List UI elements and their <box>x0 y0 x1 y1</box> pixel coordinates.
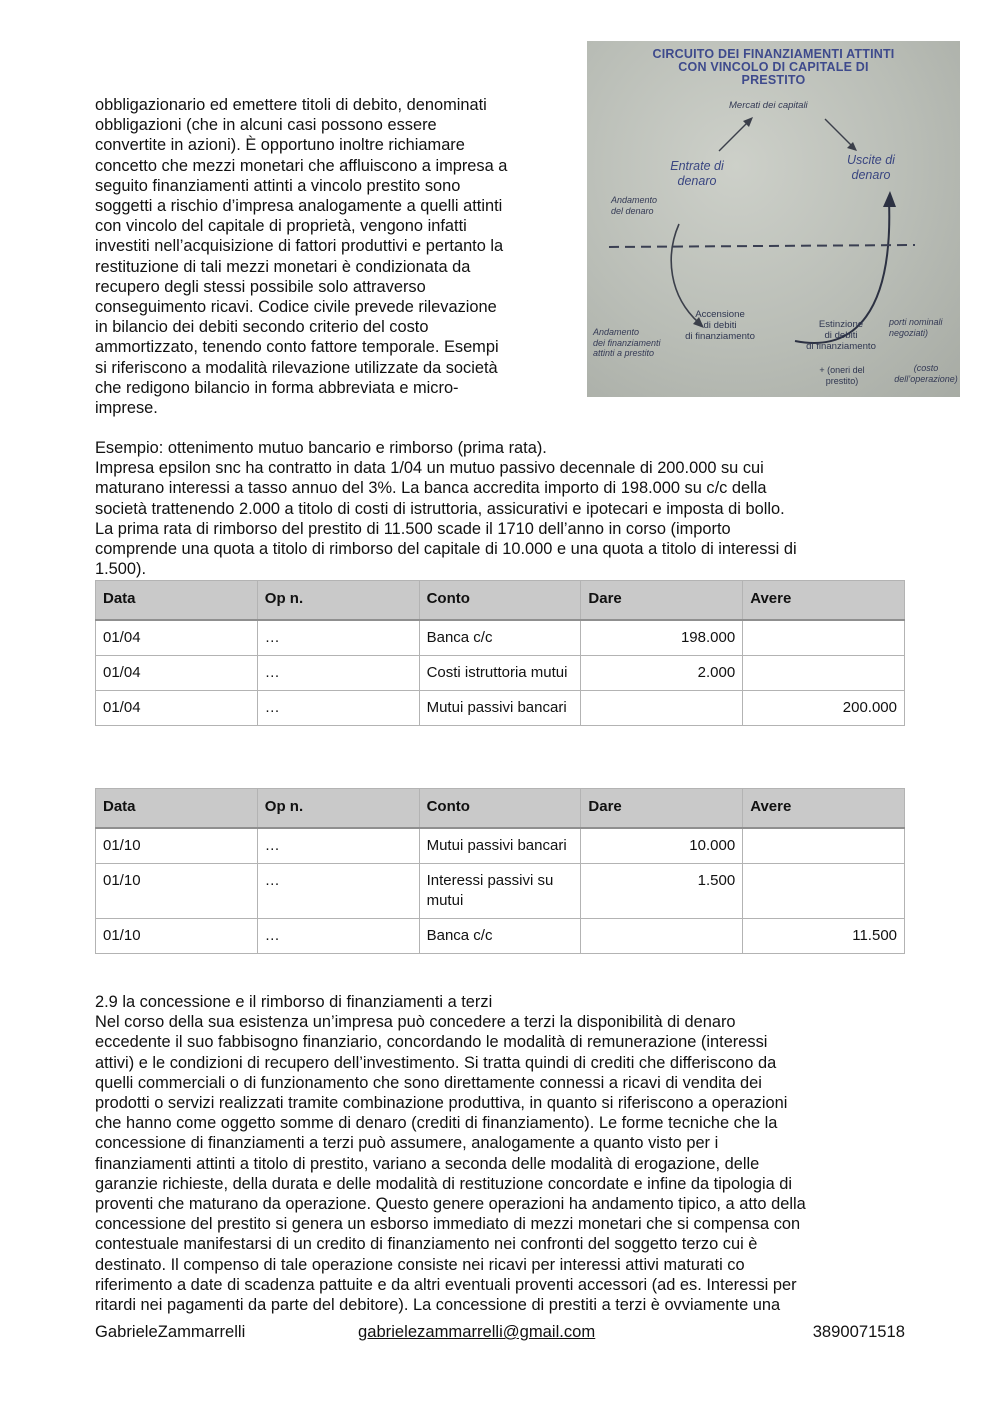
text-line: conseguimento ricavi. Codice civile prevede rilevazione <box>95 298 497 317</box>
cell-conto: Banca c/c <box>419 919 581 954</box>
label-entrate-line: denaro <box>677 174 717 188</box>
text-line: che redigono bilancio in forma abbreviata e micro- <box>95 378 459 397</box>
cell-dare <box>581 919 743 954</box>
text-line: in bilancio dei debiti secondo criterio del costo <box>95 318 429 337</box>
text-line: garanzie richieste, della durata e delle modalità di restituzione concordate e infine da tipologia di <box>95 1174 793 1193</box>
footer-phone: 3890071518 <box>812 1322 905 1341</box>
text-line: riferimento a date di scadenza pattuite e da altri eventuali proventi accessori (ad es. Interessi per <box>95 1275 797 1294</box>
cell-dare <box>581 691 743 726</box>
text-line: maturano interessi a tasso annuo del 3%. La banca accredita importo di 198.000 su c/c della <box>95 479 767 498</box>
header-dare: Dare <box>581 789 743 829</box>
text-line: proventi che maturano da operazione. Questo genere operazioni ha andamento tipico, a atto della <box>95 1195 806 1214</box>
header-conto: Conto <box>419 789 581 829</box>
journal-table-2 <box>95 788 905 954</box>
header-dare: Dare <box>581 581 743 621</box>
text-line: finanziamenti attinti a titolo di prestito, variano a seconda delle modalità di erogazione, delle <box>95 1154 760 1173</box>
label-line: Estinzione <box>818 319 864 330</box>
header-avere: Avere <box>743 789 905 829</box>
label-line: di debiti <box>703 320 737 331</box>
text-line: restituzione di tali mezzi monetari è condizionata da <box>95 257 471 276</box>
cell-op: … <box>257 864 419 919</box>
label-uscite-line: denaro <box>851 168 891 182</box>
label-line: porti nominali <box>889 317 943 327</box>
cell-dare: 10.000 <box>581 828 743 864</box>
label-porti-nominali <box>889 317 943 338</box>
section-heading: 2.9 la concessione e il rimborso di finanziamenti a terzi <box>95 993 493 1011</box>
cell-avere: 11.500 <box>743 919 905 954</box>
text-line: con vincolo del capitale di proprietà, vengono infatti <box>95 217 467 236</box>
text-line: quelli commerciali o di funzionamento che sono direttamente connessi a ricavi di vendita dei <box>95 1073 762 1092</box>
label-estinzione <box>793 319 889 352</box>
label-mercati: Mercati dei capitali <box>729 100 808 111</box>
label-line: del denaro <box>611 205 654 216</box>
text-line: comprende una quota a titolo di rimborso del capitale di 10.000 e una quota a titolo di interessi di <box>95 540 797 559</box>
label-uscite-line: Uscite di <box>847 153 895 167</box>
label-costo <box>893 363 959 384</box>
text-line: ritardi nei pagamenti da parte del debitore). La concessione di prestiti a terzi è ovviamente una <box>95 1296 781 1315</box>
text-line: eccedente il suo fabbisogno finanziario, concordando le modalità di remunerazione (interessi <box>95 1033 768 1052</box>
text-line: società trattenendo 2.000 a titolo di costi di istruttoria, assicurativi e ipotecari e imposta di bollo. <box>95 499 785 518</box>
cell-conto: Interessi passivi su mutui <box>419 864 581 919</box>
cell-op: … <box>257 828 419 864</box>
text-line: si riferiscono a modalità rilevazione utilizzate da società <box>95 358 498 377</box>
label-line: Andamento <box>593 327 640 337</box>
table-row <box>96 656 905 691</box>
text-line: attivi) e le condizioni di recupero dell’investimento. Si tratta quindi di crediti che differiscono da <box>95 1053 777 1072</box>
diagram-title-line: PRESTITO <box>741 73 806 87</box>
text-line: seguito finanziamenti attinti a vincolo prestito sono <box>95 176 461 195</box>
label-uscite <box>831 153 911 183</box>
journal-table-1 <box>95 580 905 726</box>
text-line: concessione del prestito si genera un esborso immediato di mezzi monetari che si compensa con <box>95 1215 801 1234</box>
text-line: La prima rata di rimborso del prestito di 11.500 scade il 1710 dell’anno in corso (importo <box>95 519 731 538</box>
label-line: attinti a prestito <box>593 348 655 358</box>
text-line: Nel corso della sua esistenza un’impresa può concedere a terzi la disponibilità di denaro <box>95 1013 736 1032</box>
cell-avere: 200.000 <box>743 691 905 726</box>
cell-avere <box>743 864 905 919</box>
label-line: Andamento <box>611 195 658 205</box>
cell-conto: Mutui passivi bancari <box>419 691 581 726</box>
label-line: di debiti <box>824 330 858 341</box>
label-line: Accensione <box>695 309 745 320</box>
circuit-diagram-photo <box>587 41 960 397</box>
label-line: (costo <box>913 363 939 373</box>
table-row <box>96 691 905 726</box>
cell-op: … <box>257 620 419 656</box>
label-line: dei finanziamenti <box>593 337 661 348</box>
text-line: prodotti o servizi realizzati tramite combinazione produttiva, in quanto si riferiscono a operazioni <box>95 1094 788 1113</box>
label-line: prestito) <box>825 375 859 386</box>
header-op: Op n. <box>257 581 419 621</box>
text-line: che hanno come oggetto somme di denaro (crediti di finanziamento). Le forme tecniche che la <box>95 1114 778 1133</box>
text-line: convertite in azioni). È opportuno inoltre richiamare <box>95 136 465 155</box>
text-line: 1.500). <box>95 560 147 579</box>
cell-dare: 1.500 <box>581 864 743 919</box>
table-row <box>96 864 905 919</box>
cell-op: … <box>257 656 419 691</box>
text-line: soggetti a rischio d’impresa analogamente a quelli attinti <box>95 197 503 216</box>
text-line: imprese. <box>95 399 158 418</box>
header-avere: Avere <box>743 581 905 621</box>
text-line: destinato. Il compenso di tale operazione consiste nei ricavi per interessi attivi maturati co <box>95 1255 745 1274</box>
label-andamento-finanziamenti <box>593 327 661 359</box>
text-line: contestuale manifestarsi di un credito di finanziamento nei confronti del soggetto terzo cui è <box>95 1235 758 1254</box>
cell-conto: Banca c/c <box>419 620 581 656</box>
label-entrate <box>657 159 737 189</box>
diagram-title <box>587 48 960 87</box>
cell-op: … <box>257 919 419 954</box>
cell-data: 01/10 <box>96 864 258 919</box>
footer-author: GabrieleZammarrelli <box>95 1322 246 1341</box>
text-line: concetto che mezzi monetari che affluiscono a impresa a <box>95 156 508 175</box>
table-row <box>96 620 905 656</box>
text-line: Impresa epsilon snc ha contratto in data 1/04 un mutuo passivo decennale di 200.000 su cui <box>95 459 764 478</box>
footer-email-link[interactable]: gabrielezammarrelli@gmail.com <box>358 1322 596 1341</box>
label-line: negoziati) <box>889 327 929 338</box>
cell-dare: 198.000 <box>581 620 743 656</box>
text-line: recupero degli stessi possibile solo attraverso <box>95 277 426 296</box>
cell-op: … <box>257 691 419 726</box>
label-oneri <box>809 365 875 386</box>
cell-data: 01/10 <box>96 919 258 954</box>
label-line: di finanziamento <box>685 331 755 342</box>
cell-conto: Costi istruttoria mutui <box>419 656 581 691</box>
text-line: concessione di finanziamenti a terzi può assumere, analogamente a quanto visto per i <box>95 1134 719 1153</box>
label-line: dell’operazione) <box>894 373 958 384</box>
cell-data: 01/04 <box>96 656 258 691</box>
text-line: obbligazioni (che in alcuni casi possono essere <box>95 116 437 135</box>
diagram-title-line: CIRCUITO DEI FINANZIAMENTI ATTINTI <box>652 47 895 61</box>
label-line: di finanziamento <box>806 341 876 352</box>
label-andamento-denaro <box>611 195 657 216</box>
cell-data: 01/04 <box>96 691 258 726</box>
table-header-row <box>96 581 905 621</box>
table-row <box>96 828 905 864</box>
text-line: Esempio: ottenimento mutuo bancario e rimborso (prima rata). <box>95 439 547 457</box>
header-data: Data <box>96 789 258 829</box>
label-accensione <box>675 309 765 342</box>
header-op: Op n. <box>257 789 419 829</box>
text-line: obbligazionario ed emettere titoli di debito, denominati <box>95 96 487 114</box>
example-paragraph <box>95 438 797 579</box>
cell-conto: Mutui passivi bancari <box>419 828 581 864</box>
section-paragraph <box>95 992 806 1315</box>
text-line: ammortizzato, tenendo conto fattore temporale. Esempi <box>95 338 499 357</box>
header-conto: Conto <box>419 581 581 621</box>
cell-avere <box>743 656 905 691</box>
table-header-row <box>96 789 905 829</box>
cell-avere <box>743 620 905 656</box>
label-entrate-line: Entrate di <box>670 159 724 173</box>
cell-dare: 2.000 <box>581 656 743 691</box>
text-line: investiti nell’acquisizione di fattori produttivi e pertanto la <box>95 237 504 256</box>
diagram-title-line: CON VINCOLO DI CAPITALE DI <box>678 60 869 74</box>
label-line: + (oneri del <box>819 365 865 375</box>
cell-avere <box>743 828 905 864</box>
cell-data: 01/04 <box>96 620 258 656</box>
table-row <box>96 919 905 954</box>
header-data: Data <box>96 581 258 621</box>
cell-data: 01/10 <box>96 828 258 864</box>
intro-paragraph <box>95 95 507 418</box>
